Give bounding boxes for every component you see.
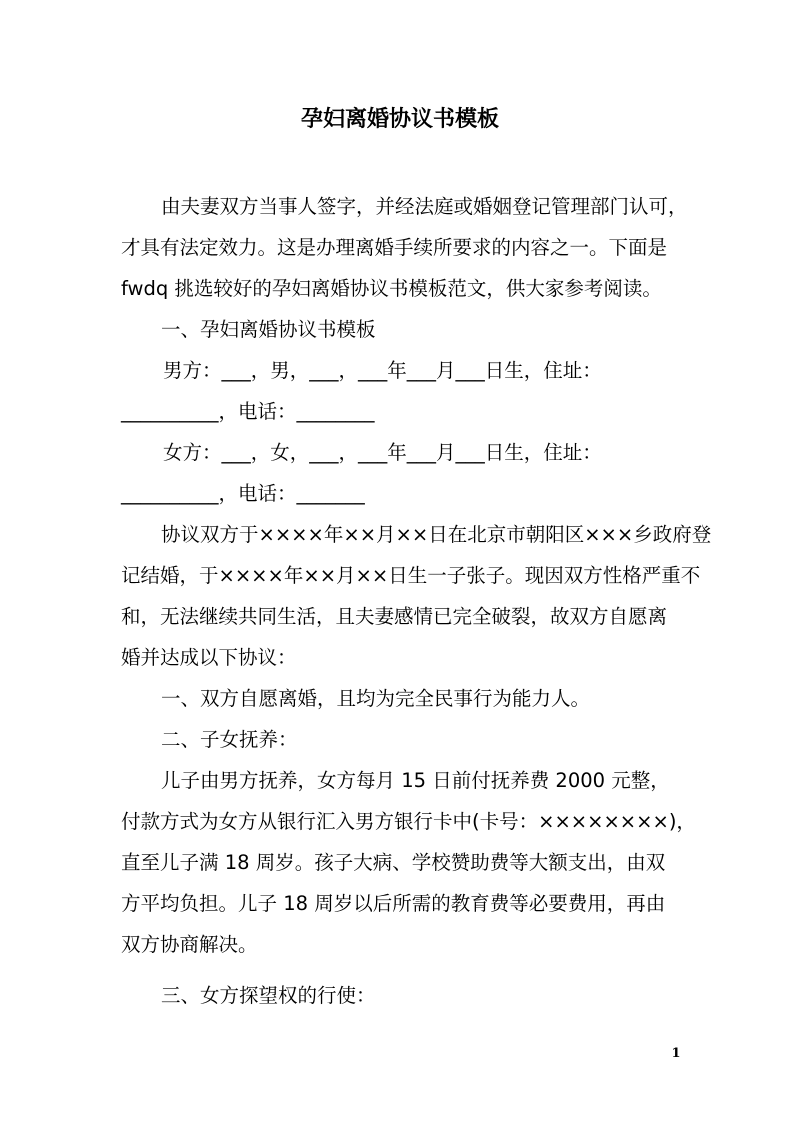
paragraph-line: __________，电话：_______ xyxy=(121,482,365,505)
page-number: 1 xyxy=(671,1046,681,1061)
paragraph-line: 和，无法继续共同生活，且夫妻感情已完全破裂，故双方自愿离 xyxy=(121,605,668,628)
document-title: 孕妇离婚协议书模板 xyxy=(300,107,499,132)
section-heading: 二、子女抚养： xyxy=(161,728,298,751)
section-heading: 一、孕妇离婚协议书模板 xyxy=(161,318,376,341)
paragraph-line: 双方协商解决。 xyxy=(121,933,258,956)
paragraph-line: 方平均负担。儿子 18 周岁以后所需的教育费等必要费用，再由 xyxy=(121,892,666,915)
paragraph-line: 婚并达成以下协议： xyxy=(121,646,297,669)
paragraph-line: 直至儿子满 18 周岁。孩子大病、学校赞助费等大额支出，由双 xyxy=(121,851,666,874)
paragraph-line: fwdq 挑选较好的孕妇离婚协议书模板范文，供大家参考阅读。 xyxy=(121,277,662,300)
paragraph-line: 男方：___，男，___，___年___月___日生，住址： xyxy=(163,359,602,382)
paragraph-line: 由夫妻双方当事人签字，并经法庭或婚姻登记管理部门认可， xyxy=(161,195,688,218)
paragraph-line: 协议双方于××××年××月××日在北京市朝阳区×××乡政府登 xyxy=(161,523,712,546)
paragraph-line: 一、双方自愿离婚，且均为完全民事行为能力人。 xyxy=(161,687,591,710)
paragraph-line: 付款方式为女方从银行汇入男方银行卡中(卡号：××××××××)， xyxy=(121,810,696,833)
paragraph-line: 儿子由男方抚养，女方每月 15 日前付抚养费 2000 元整， xyxy=(161,769,670,792)
paragraph-line: 才具有法定效力。这是办理离婚手续所要求的内容之一。下面是 xyxy=(121,236,668,259)
paragraph-gap xyxy=(121,965,693,975)
paragraph-line: 女方：___，女，___，___年___月___日生，住址： xyxy=(163,441,602,464)
paragraph-line: __________，电话：________ xyxy=(121,400,375,423)
section-heading: 三、女方探望权的行使： xyxy=(161,984,376,1007)
document-body xyxy=(121,186,712,1016)
paragraph-line: 记结婚，于××××年××月××日生一子张子。现因双方性格严重不 xyxy=(121,564,701,587)
